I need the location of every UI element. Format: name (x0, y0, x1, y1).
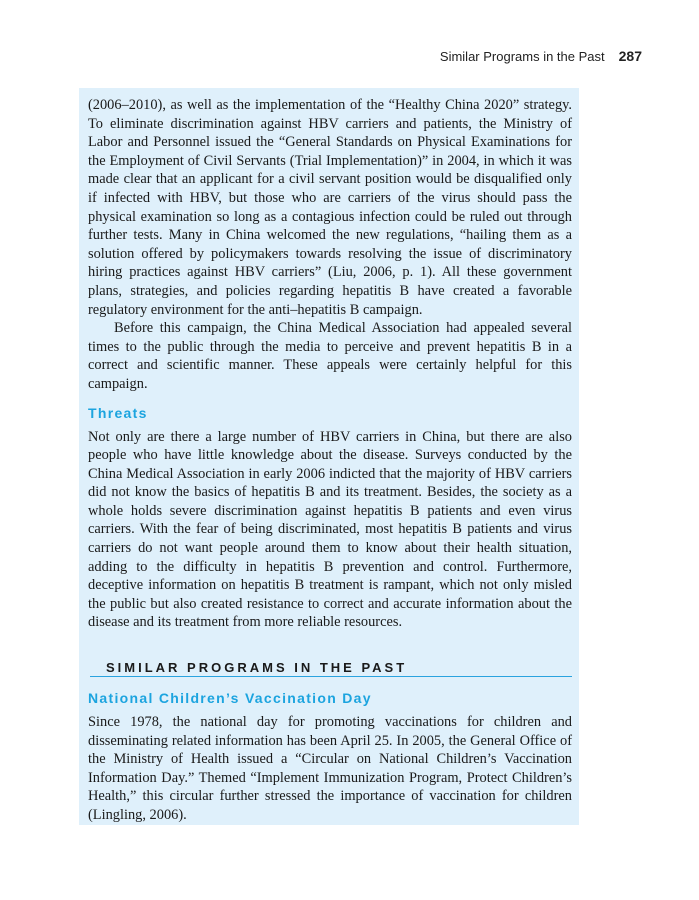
threats-heading: Threats (88, 404, 148, 421)
running-title: Similar Programs in the Past (439, 49, 605, 64)
paragraph-vaccination-day: Since 1978, the national day for promoting vaccinations for children and disseminating related information has been April 25. In 2005, the General Office of the Ministry of Health issued a “Circular on National Children’s Vaccination Information Day.” Themed “Implement Immunization Program, Protect Children’s Health,” this circular further stressed the importance of vaccination for children (Lingling, 2006). (88, 714, 572, 823)
page-number: 287 (618, 48, 642, 64)
paragraph-intro: (2006–2010), as well as the implementation of the “Healthy China 2020” strategy. To eliminate discrimination against HBV carriers and patients, the Ministry of Labor and Personnel issued the “General Standards on Physical Examinations for the Employment of Civil Servants (Trial Implementation)” in 2004, in which it was made clear that an applicant for a civil servant position would be disqualified only if infected with HBV, but those who are carriers of the virus should pass the physical examination so long as a contagious infection could be ruled out through further tests. Many in China welcomed the new regulations, “hailing them as a solution offered by policymakers towards resolving the issue of discriminatory hiring practices against HBV carriers” (Liu, 2006, p. 1). All these government plans, strategies, and policies regarding hepatitis B have created a favorable regulatory environment for the anti–hepatitis B campaign. (88, 97, 572, 318)
text-panel (79, 88, 579, 825)
paragraph-threats: Not only are there a large number of HBV carriers in China, but there are also people who have little knowledge about the disease. Surveys conducted by the China Medical Association in early 2006 indicted that the majority of HBV carriers did not know the basics of hepatitis B and its treatment. Besides, the society as a whole holds severe discrimination against hepatitis B patients and even virus carriers. With the fear of being discriminated, most hepatitis B patients and virus carriers do not want people around them to know about their health situation, adding to the difficulty in hepatitis B prevention and control. Furthermore, deceptive information on hepatitis B treatment is rampant, which not only misled the public but also created resistance to correct and accurate information about the disease and its treatment from more reliable resources. (88, 428, 572, 631)
paragraph-before-campaign: Before this campaign, the China Medical Association had appealed several times to the public through the media to perceive and prevent hepatitis B in a correct and scientific manner. These appeals were certainly helpful for this campaign. (88, 320, 572, 392)
section-heading: SIMILAR PROGRAMS IN THE PAST (90, 660, 572, 677)
vaccination-day-heading: National Children’s Vaccination Day (88, 690, 372, 707)
running-head (0, 48, 642, 64)
